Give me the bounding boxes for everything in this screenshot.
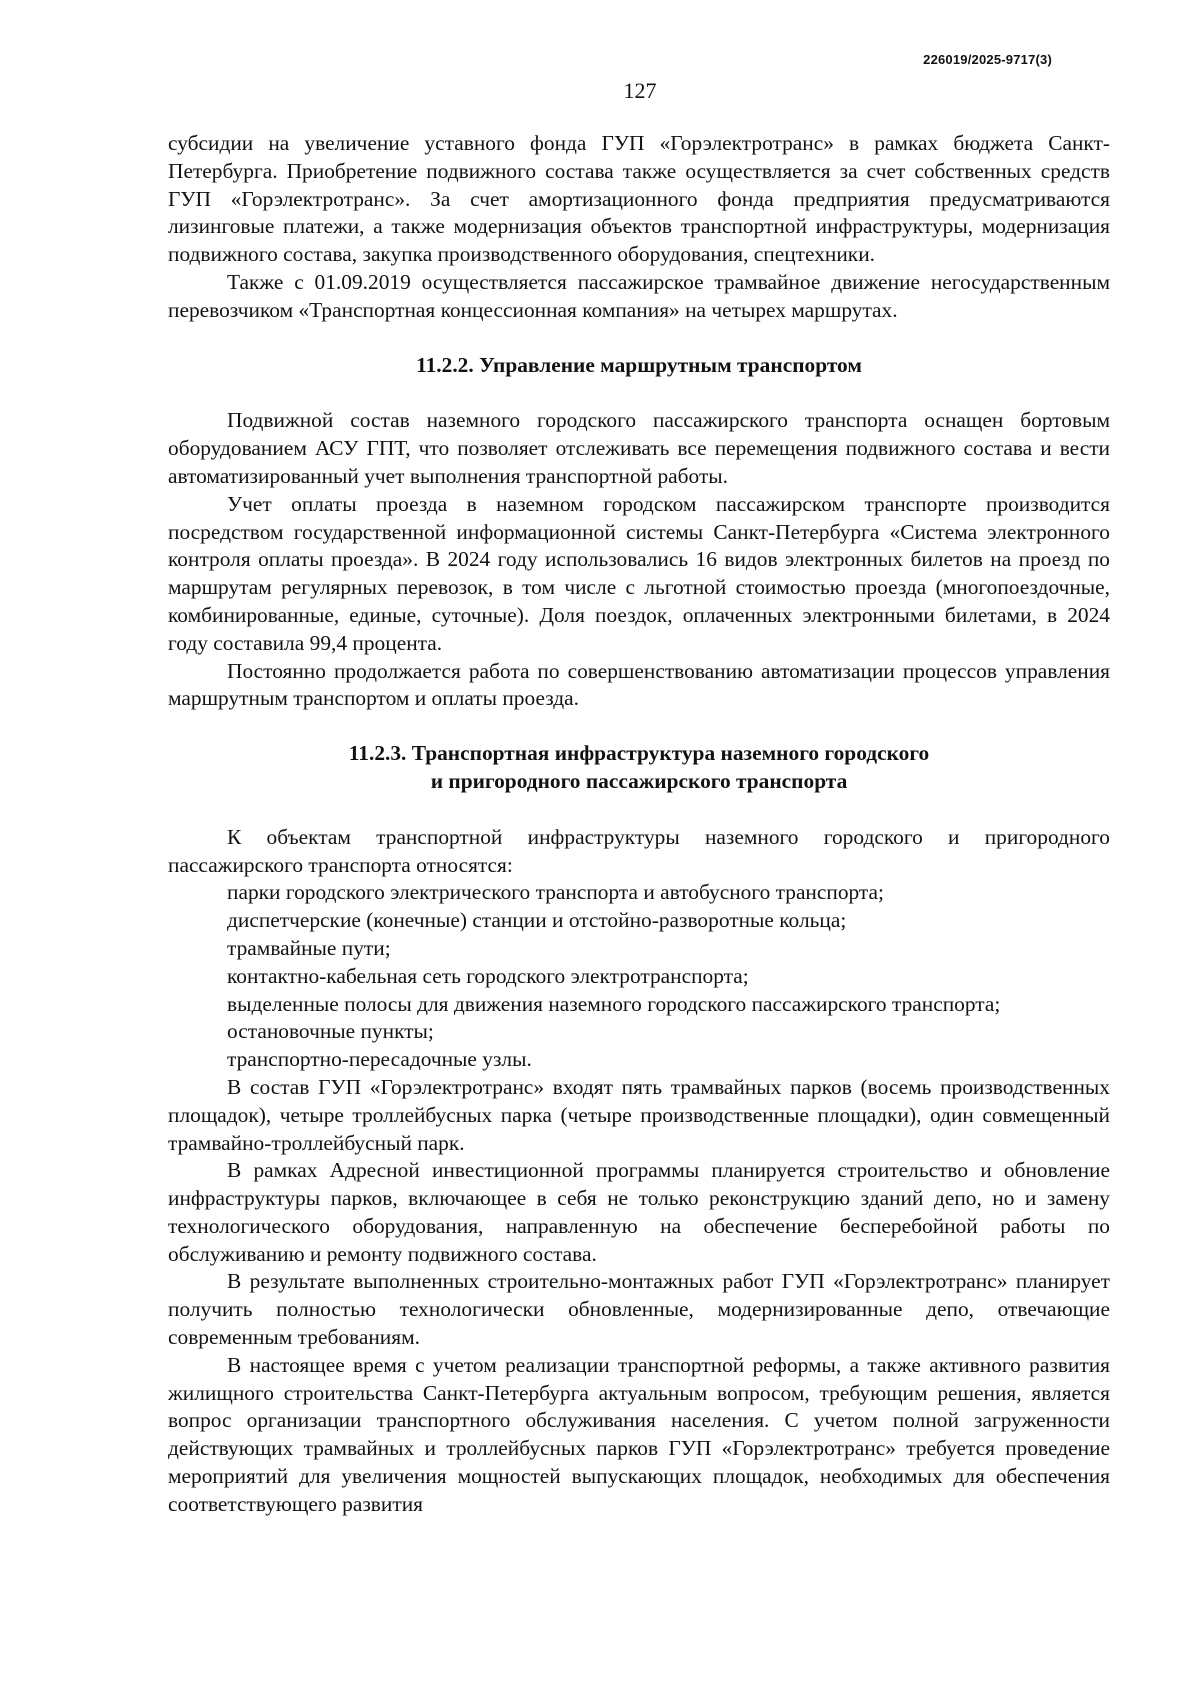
infrastructure-list [168,879,1110,1074]
paragraph-automation-work: Постоянно продолжается работа по совершенствованию автоматизации процессов управления маршрутным транспортом и оплаты проезда. [168,658,1110,711]
paragraph-transport-reform: В настоящее время с учетом реализации транспортной реформы, а также активного развития жилищного строительства Санкт-Петербурга актуальным вопросом, требующим решения, является вопрос организации транспортного обслуживания населения. С учетом полной загруженности действующих трамвайных и троллейбусных парков ГУП «Горэлектротранс» требуется проведение мероприятий для увеличения мощностей выпускающих площадок, необходимых для обеспечения соответствующего развития [168,1352,1110,1516]
paragraph-modernized-depots: В результате выполненных строительно-монтажных работ ГУП «Горэлектротранс» планирует получить полностью технологически обновленные, модернизированные депо, отвечающие современным требованиям. [168,1269,1110,1350]
list-item: остановочные пункты; [227,1019,434,1044]
list-item: транспортно-пересадочные узлы. [227,1047,532,1072]
paragraph-depot-composition: В состав ГУП «Горэлектротранс» входят пять трамвайных парков (восемь производственных площадок), четыре троллейбусных парка (четыре производственные площадки), один совмещенный трамвайно-троллейбусный парк. [168,1074,1110,1155]
paragraph-subsidies: субсидии на увеличение уставного фонда ГУП «Горэлектротранс» в рамках бюджета Санкт-Петербурга. Приобретение подвижного состава также осуществляется за счет собственных средств ГУП «Горэлектротранс». За счет амортизационного фонда предприятия предусматриваются лизинговые платежи, а также модернизация объектов транспортной инфраструктуры, модернизация подвижного состава, закупка производственного оборудования, спецтехники. [168,131,1110,267]
page-number: 127 [623,78,657,103]
paragraph-tram-concession: Также с 01.09.2019 осуществляется пассажирское трамвайное движение негосударственным перевозчиком «Транспортная концессионная компания» на четырех маршрутах. [168,269,1110,322]
paragraph-infrastructure-objects: К объектам транспортной инфраструктуры наземного городского и пригородного пассажирского транспорта относятся: [168,824,1110,877]
document-body [168,130,1110,1519]
paragraph-onboard-equipment: Подвижной состав наземного городского пассажирского транспорта оснащен бортовым оборудованием АСУ ГПТ, что позволяет отслеживать все перемещения подвижного состава и вести автоматизированный учет выполнения транспортной работы. [168,408,1110,488]
list-item: контактно-кабельная сеть городского электротранспорта; [227,963,749,988]
section-heading-11-2-3-line2: и пригородного пассажирского транспорта [430,768,848,793]
section-heading-11-2-3 [168,740,1110,796]
paragraph-fare-accounting: Учет оплаты проезда в наземном городском пассажирском транспорте производится посредством государственной информационной системы Санкт-Петербурга «Система электронного контроля оплаты проезда». В 2024 году использовались 16 видов электронных билетов на проезд по маршрутам регулярных перевозок, в том числе с льготной стоимостью проезда (многопоездочные, комбинированные, единые, суточные). Доля поездок, оплаченных электронными билетами, в 2024 году составила 99,4 процента. [168,491,1110,655]
list-item: выделенные полосы для движения наземного городского пассажирского транспорта; [227,991,1001,1016]
list-item: диспетчерские (конечные) станции и отстойно-разворотные кольца; [227,908,847,933]
list-item: парки городского электрического транспорта и автобусного транспорта; [227,880,884,905]
list-item: трамвайные пути; [227,935,391,960]
paragraph-investment-program: В рамках Адресной инвестиционной программы планируется строительство и обновление инфраструктуры парков, включающее в себя не только реконструкцию зданий депо, но и замену технологического оборудования, направленную на обеспечение бесперебойной работы по обслуживанию и ремонту подвижного состава. [168,1158,1110,1266]
section-heading-11-2-3-line1: 11.2.3. Транспортная инфраструктура наземного городского [348,741,930,766]
section-heading-11-2-2: 11.2.2. Управление маршрутным транспортом [416,352,862,377]
document-registration-number: 226019/2025-9717(3) [923,52,1052,67]
